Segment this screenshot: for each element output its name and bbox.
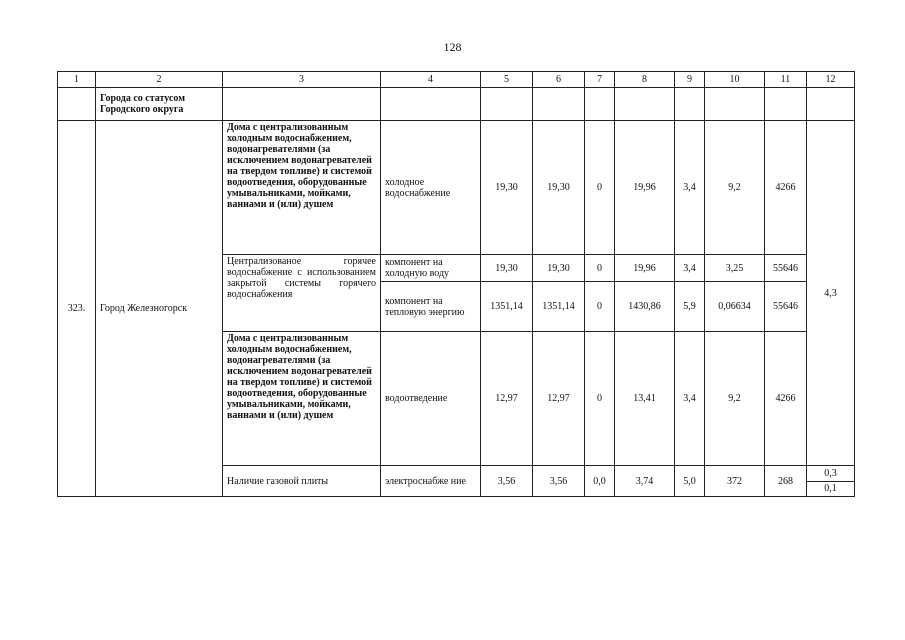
- service-name: компонент на тепловую энергию: [381, 282, 481, 332]
- value-cell: 5,0: [675, 466, 705, 497]
- header-row: [58, 72, 855, 88]
- value-cell: 19,30: [533, 121, 585, 255]
- value-cell: 0: [585, 282, 615, 332]
- value-cell: 3,4: [675, 332, 705, 466]
- value-cell: 268: [765, 466, 807, 497]
- value-cell: 1351,14: [481, 282, 533, 332]
- section-row: [58, 88, 855, 121]
- col12-top-value: 0,3: [824, 467, 837, 479]
- header-cell: 11: [765, 72, 807, 88]
- value-cell: 3,25: [705, 255, 765, 282]
- housing-description: Дома с централизованным холодным водоснабжением, водонагревателями (за исключением водонагревателей на твердом топливе) и системой водоотведения, оборудованные умывальниками, мойками, ваннами и (или) душем: [223, 121, 381, 255]
- service-name: компонент на холодную воду: [381, 255, 481, 282]
- value-cell: 3,4: [675, 121, 705, 255]
- header-cell: 6: [533, 72, 585, 88]
- col12-split-cell: [807, 466, 855, 497]
- city-name: Город Железногорск: [96, 121, 223, 497]
- service-name: электроснабже ние: [381, 466, 481, 497]
- header-cell: 4: [381, 72, 481, 88]
- value-cell: 19,96: [615, 255, 675, 282]
- value-cell: 19,30: [533, 255, 585, 282]
- section-title: Города со статусом Городского округа: [96, 88, 223, 121]
- value-cell: 3,74: [615, 466, 675, 497]
- value-cell: 19,30: [481, 255, 533, 282]
- value-cell: 3,56: [533, 466, 585, 497]
- value-cell: 9,2: [705, 332, 765, 466]
- header-cell: 2: [96, 72, 223, 88]
- header-cell: 7: [585, 72, 615, 88]
- value-cell: 12,97: [533, 332, 585, 466]
- header-cell: 9: [675, 72, 705, 88]
- header-cell: 8: [615, 72, 675, 88]
- value-cell: 0: [585, 255, 615, 282]
- value-cell: 13,41: [615, 332, 675, 466]
- col12-bottom-value: 0,1: [807, 481, 854, 497]
- record-number: 323.: [58, 121, 96, 497]
- table-row: [58, 121, 855, 255]
- value-cell: 19,96: [615, 121, 675, 255]
- value-cell: 3,4: [675, 255, 705, 282]
- value-cell: 4266: [765, 332, 807, 466]
- tariff-table: [57, 71, 855, 497]
- value-cell: 55646: [765, 282, 807, 332]
- value-cell: 0: [585, 332, 615, 466]
- value-cell: 5,9: [675, 282, 705, 332]
- value-cell: 9,2: [705, 121, 765, 255]
- value-cell: 19,30: [481, 121, 533, 255]
- value-cell: 3,56: [481, 466, 533, 497]
- header-cell: 10: [705, 72, 765, 88]
- header-cell: 12: [807, 72, 855, 88]
- value-cell: 4266: [765, 121, 807, 255]
- value-cell: 1351,14: [533, 282, 585, 332]
- col12-merged-value: 4,3: [807, 121, 855, 466]
- housing-description: Дома с централизованным холодным водоснабжением, водонагревателями (за исключением водонагревателей на твердом топливе) и системой водоотведения, оборудованные умывальниками, мойками, ваннами и (или) душем: [223, 332, 381, 466]
- page-number: 128: [443, 40, 462, 54]
- housing-description: Централизованое горячее водоснабжение с использованием закрытой системы горячего водоснабжения: [223, 255, 381, 332]
- value-cell: 372: [705, 466, 765, 497]
- value-cell: 0,06634: [705, 282, 765, 332]
- header-cell: 3: [223, 72, 381, 88]
- housing-description: Наличие газовой плиты: [223, 466, 381, 497]
- value-cell: 0: [585, 121, 615, 255]
- value-cell: 1430,86: [615, 282, 675, 332]
- value-cell: 12,97: [481, 332, 533, 466]
- header-cell: 5: [481, 72, 533, 88]
- service-name: водоотведение: [381, 332, 481, 466]
- value-cell: 0,0: [585, 466, 615, 497]
- header-cell: 1: [58, 72, 96, 88]
- service-name: холодное водоснабжение: [381, 121, 481, 255]
- value-cell: 55646: [765, 255, 807, 282]
